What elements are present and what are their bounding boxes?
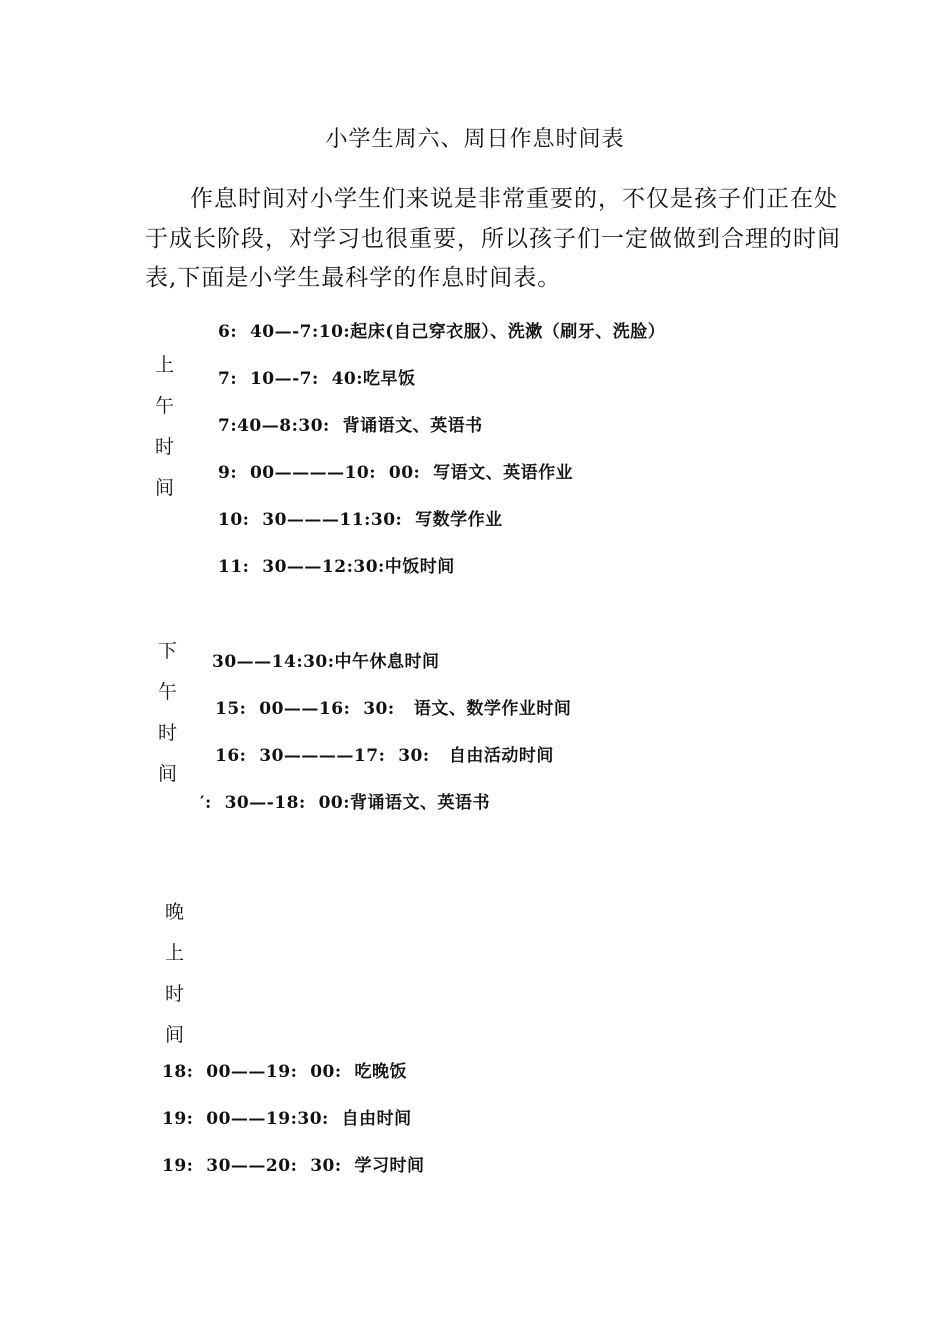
morning-label-char: 上 [155, 354, 175, 376]
schedule-item: 16: 30————17: 30: 自由活动时间 [215, 746, 554, 766]
intro-line-2: 于成长阶段，对学习也很重要，所以孩子们一定做做到合理的时间 [145, 226, 841, 252]
schedule-item: 15: 00——16: 30: 语文、数学作业时间 [215, 699, 572, 719]
evening-label-char: 时 [165, 983, 185, 1005]
intro-line-1: 作息时间对小学生们来说是非常重要的，不仅是孩子们正在处 [190, 186, 838, 212]
schedule-item: 7:40—8:30: 背诵语文、英语书 [218, 416, 483, 436]
afternoon-label-char: 时 [158, 722, 178, 744]
schedule-item: 7: 10—-7: 40:吃早饭 [218, 369, 416, 389]
afternoon-label-char: 午 [158, 681, 178, 703]
schedule-item: 19: 00——19:30: 自由时间 [162, 1109, 412, 1129]
afternoon-label-char: 间 [158, 763, 178, 785]
schedule-item: ′: 30—-18: 00:背诵语文、英语书 [200, 793, 491, 813]
morning-label-char: 时 [155, 436, 175, 458]
document-title: 小学生周六、周日作息时间表 [325, 127, 625, 152]
intro-line-3: 表,下面是小学生最科学的作息时间表。 [145, 265, 562, 291]
schedule-item: 30——14:30:中午休息时间 [212, 652, 440, 672]
evening-label-char: 晚 [165, 901, 185, 923]
morning-label-char: 午 [155, 395, 175, 417]
schedule-item: 18: 00——19: 00: 吃晚饭 [162, 1062, 407, 1082]
evening-label-char: 间 [165, 1024, 185, 1046]
morning-label-char: 间 [155, 477, 175, 499]
schedule-item: 6: 40—-7:10:起床(自己穿衣服）、洗漱（刷牙、洗脸） [218, 322, 666, 342]
afternoon-label-char: 下 [158, 640, 178, 662]
evening-label-char: 上 [165, 942, 185, 964]
schedule-item: 19: 30——20: 30: 学习时间 [162, 1156, 425, 1176]
schedule-item: 10: 30———11:30: 写数学作业 [218, 510, 503, 530]
schedule-item: 9: 00————10: 00: 写语文、英语作业 [218, 463, 574, 483]
schedule-item: 11: 30——12:30:中饭时间 [218, 557, 455, 577]
